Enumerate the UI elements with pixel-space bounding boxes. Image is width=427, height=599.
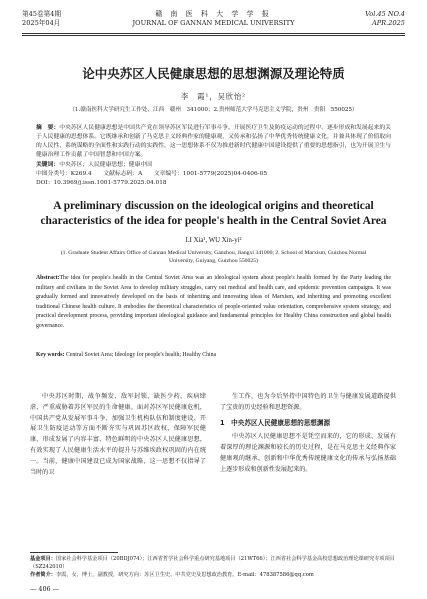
abstract-cn-text: 中央苏区人民健康思想是中国共产党在领导苏区军民进行军事斗争、开展医疗卫生及防疫运动的过程中，逐步形成和发展起来的关于人民健康的思想体系。它既继承和创新了马克思主义经典作家的健康观，又传承和弘扬了中华优秀传统健康文化，并兼具体现了价值取向的人民性、系统谋略的全面性和实践行动的实践性，这一思想体系不仅为推进新时代健康中国建设提供了重要的思想指引，也为开展卫生与健康治理工作贡献了中国智慧和中国方案。 [36,125,391,158]
authors-cn: 李 霞¹，吴欣怡² [180,92,247,101]
affiliation-cn: （1.赣南医科大学研究生工作处，江西 赣州 341000；2.贵州师范大学马克思主义学院，贵州 贵阳 550025） [69,107,358,113]
keywords-cn-label: 关键词： [36,162,60,168]
issue-date-en: APR.2025 [371,19,405,27]
abstract-en-text: The idea for people's health in the Central Soviet Area was an ideological system about people's health formed by the Party leading the military and civilians in the Soviet Area to develop military struggles, carry out medical and health care, and epidemic prevention campaigns. It was gradually formed and innovatively developed on the basis of inheriting and innovating ideas of Marxism, and inheriting and promoting excellent traditional Chinese health culture. It embodies the theoretical characteristics of people-oriented value orientation, comprehensive system strategy, and practical development process, providing important ideological guidance and fundamental principles for Healthy China construction and global health governance. [36,275,391,329]
header-rule-thin [22,35,405,36]
footnote-rule [30,552,118,553]
header-rule [22,33,405,34]
header-right [365,10,405,28]
footnote-fund [30,555,397,571]
footnote-author [30,571,397,579]
page-number: — 406 — [30,585,60,593]
running-header [22,10,405,34]
author-bio-label: 作者简介： [30,572,56,578]
abstract-cn [36,124,391,160]
abstract-en [36,274,391,332]
intro-paragraph-continued: 生工作，也为今后坚持中国特色的卫生与健康发展道路提供了宝贵的历史经验和思想资源。 [220,393,396,411]
issue-date: 2025年04月 [22,19,61,27]
affiliation-en: (1. Graduate Student Affairs Office of Gannan Medical University, Ganzhou, Jiangxi 341000; 2. School of Marxism, Guizhou Normal University, Guiyang, Guizhou 550025) [60,250,367,264]
keywords-cn [36,161,391,170]
classification-line: 中图分类号：K269.4 文献标志码：A 文章编号：1001-5779(2025)04-0406-05 [36,171,268,177]
article-title-en: A preliminary discussion on the ideological origins and theoretical characteristics of the idea for people's health in the Central Soviet Area [40,200,387,227]
keywords-en-label: Key words: [36,352,65,358]
volume-issue-en: Vol.45 NO.4 [365,10,405,18]
doi-line: DOI：10.3969/j.issn.1001-5779.2025.04.018 [36,180,167,186]
fund-label: 基金项目： [30,556,56,562]
body-column-left [30,392,206,478]
abstract-en-label: Abstract: [36,275,60,281]
journal-name-en: JOURNAL OF GANNAN MEDICAL UNIVERSITY [132,19,295,27]
journal-name-cn: 赣 南 医 科 大 学 学 报 [155,10,272,18]
section-paragraph: 中央苏区人民健康思想不是凭空而来的，它的形成、发展有着深厚的理论渊源和较长的历史过程，是在马克思主义经典作家健康观的继承、创新和中华优秀传统健康文化的传承与弘扬基础上逐步形成和创新性发展起来的。 [220,433,396,473]
section-heading: 1 中央苏区人民健康思想的思想渊源 [220,418,331,427]
header-center [22,10,405,28]
volume-issue: 第45卷第4期 [22,10,61,18]
authors-en: LI Xia¹, WU Xin-yi² [185,237,242,244]
keywords-en-text: Central Soviet Area; Ideology for people's health; Healthy China [65,352,217,358]
abstract-cn-label: 摘 要： [36,125,60,131]
fund-text: 国家社会科学基金项目（20BDJ074）；江西省哲学社会科学重点研究基地项目（21WT66）；江西省社会科学基金高校思想政治理论课研究专项项目（SZ242010） [30,556,395,570]
article-title-cn: 论中央苏区人民健康思想的思想渊源及理论特质 [82,66,345,81]
keywords-cn-text: 中央苏区；人民健康思想；健康中国 [59,162,152,168]
author-bio-text: 李霞，女，博士，副教授，研究方向：苏区卫生史、中共党史及思想政治教育。E-mail：478387586@qq.com [55,572,314,578]
body-column-right [220,392,396,476]
keywords-en [36,352,391,358]
intro-paragraph: 中央苏区时期，战争频发、敌军封锁、缺医少药、疾病肆虐，严重威胁着苏区军民的生命健康。面对苏区军民健康危机，中国共产党从发展军事斗争、加强卫生机构队伍和制度建设、开展卫生防疫运动等方面不断夯实与巩固苏区政权，保障军民健康，形成发展了内容丰富、特色鲜明的中央苏区人民健康思想，有效实现了人民健康生活水平的提升与苏维埃政权巩固的内在统一。当前，健康中国建设已成为国家战略，这一思想不仅指导了当时的卫 [30,393,206,476]
